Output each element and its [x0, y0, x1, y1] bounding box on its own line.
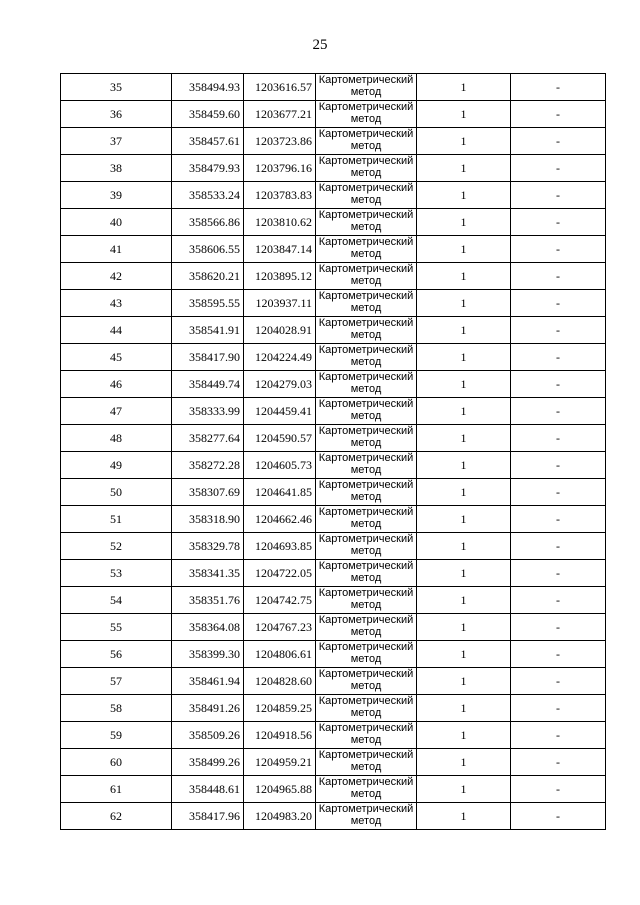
description-cell: - — [511, 479, 606, 506]
accuracy-cell: 1 — [417, 479, 511, 506]
accuracy-cell: 1 — [417, 236, 511, 263]
method-text: Картометрический метод — [318, 290, 414, 314]
x-coordinate-cell: 358620.21 — [172, 263, 244, 290]
accuracy-cell: 1 — [417, 749, 511, 776]
description-cell: - — [511, 668, 606, 695]
method-text: Картометрический метод — [318, 452, 414, 476]
x-coordinate-cell: 358479.93 — [172, 155, 244, 182]
table-row — [61, 641, 606, 668]
point-number-cell: 39 — [61, 182, 172, 209]
x-coordinate-cell: 358318.90 — [172, 506, 244, 533]
method-cell — [316, 695, 417, 722]
point-number-cell: 53 — [61, 560, 172, 587]
method-cell — [316, 506, 417, 533]
y-coordinate-cell: 1204767.23 — [244, 614, 316, 641]
y-coordinate-cell: 1204918.56 — [244, 722, 316, 749]
accuracy-cell: 1 — [417, 155, 511, 182]
x-coordinate-cell: 358461.94 — [172, 668, 244, 695]
method-cell — [316, 182, 417, 209]
x-coordinate-cell: 358417.90 — [172, 344, 244, 371]
method-cell — [316, 479, 417, 506]
method-text: Картометрический метод — [318, 236, 414, 260]
x-coordinate-cell: 358329.78 — [172, 533, 244, 560]
y-coordinate-cell: 1204028.91 — [244, 317, 316, 344]
point-number-cell: 50 — [61, 479, 172, 506]
table-row — [61, 398, 606, 425]
x-coordinate-cell: 358494.93 — [172, 74, 244, 101]
method-text: Картометрический метод — [318, 479, 414, 503]
accuracy-cell: 1 — [417, 398, 511, 425]
table-row — [61, 776, 606, 803]
coordinates-table — [60, 73, 606, 830]
x-coordinate-cell: 358595.55 — [172, 290, 244, 317]
method-text: Картометрический метод — [318, 776, 414, 800]
method-text: Картометрический метод — [318, 533, 414, 557]
y-coordinate-cell: 1204662.46 — [244, 506, 316, 533]
x-coordinate-cell: 358417.96 — [172, 803, 244, 830]
point-number-cell: 35 — [61, 74, 172, 101]
method-cell — [316, 587, 417, 614]
y-coordinate-cell: 1204983.20 — [244, 803, 316, 830]
y-coordinate-cell: 1203810.62 — [244, 209, 316, 236]
description-cell: - — [511, 209, 606, 236]
x-coordinate-cell: 358351.76 — [172, 587, 244, 614]
table-row — [61, 317, 606, 344]
accuracy-cell: 1 — [417, 803, 511, 830]
method-cell — [316, 344, 417, 371]
method-text: Картометрический метод — [318, 74, 414, 98]
method-cell — [316, 749, 417, 776]
point-number-cell: 62 — [61, 803, 172, 830]
point-number-cell: 42 — [61, 263, 172, 290]
method-cell — [316, 236, 417, 263]
y-coordinate-cell: 1203677.21 — [244, 101, 316, 128]
x-coordinate-cell: 358509.26 — [172, 722, 244, 749]
y-coordinate-cell: 1203895.12 — [244, 263, 316, 290]
accuracy-cell: 1 — [417, 614, 511, 641]
description-cell: - — [511, 182, 606, 209]
description-cell: - — [511, 560, 606, 587]
table-row — [61, 614, 606, 641]
method-text: Картометрический метод — [318, 209, 414, 233]
table-row — [61, 182, 606, 209]
description-cell: - — [511, 803, 606, 830]
point-number-cell: 60 — [61, 749, 172, 776]
accuracy-cell: 1 — [417, 533, 511, 560]
method-text: Картометрический метод — [318, 155, 414, 179]
table-row — [61, 506, 606, 533]
accuracy-cell: 1 — [417, 560, 511, 587]
accuracy-cell: 1 — [417, 290, 511, 317]
y-coordinate-cell: 1204742.75 — [244, 587, 316, 614]
point-number-cell: 56 — [61, 641, 172, 668]
accuracy-cell: 1 — [417, 452, 511, 479]
y-coordinate-cell: 1203723.86 — [244, 128, 316, 155]
y-coordinate-cell: 1204828.60 — [244, 668, 316, 695]
x-coordinate-cell: 358449.74 — [172, 371, 244, 398]
method-cell — [316, 803, 417, 830]
x-coordinate-cell: 358399.30 — [172, 641, 244, 668]
table-row — [61, 155, 606, 182]
method-text: Картометрический метод — [318, 749, 414, 773]
method-text: Картометрический метод — [318, 641, 414, 665]
table-row — [61, 344, 606, 371]
point-number-cell: 47 — [61, 398, 172, 425]
method-text: Картометрический метод — [318, 317, 414, 341]
method-cell — [316, 641, 417, 668]
table-row — [61, 722, 606, 749]
accuracy-cell: 1 — [417, 128, 511, 155]
y-coordinate-cell: 1204959.21 — [244, 749, 316, 776]
coordinates-table-body — [61, 74, 606, 830]
description-cell: - — [511, 695, 606, 722]
y-coordinate-cell: 1204279.03 — [244, 371, 316, 398]
table-row — [61, 560, 606, 587]
method-text: Картометрический метод — [318, 803, 414, 827]
method-cell — [316, 452, 417, 479]
description-cell: - — [511, 74, 606, 101]
y-coordinate-cell: 1203616.57 — [244, 74, 316, 101]
method-text: Картометрический метод — [318, 587, 414, 611]
accuracy-cell: 1 — [417, 182, 511, 209]
method-cell — [316, 560, 417, 587]
table-row — [61, 668, 606, 695]
description-cell: - — [511, 155, 606, 182]
point-number-cell: 43 — [61, 290, 172, 317]
description-cell: - — [511, 776, 606, 803]
description-cell: - — [511, 722, 606, 749]
method-text: Картометрический метод — [318, 128, 414, 152]
point-number-cell: 57 — [61, 668, 172, 695]
description-cell: - — [511, 371, 606, 398]
point-number-cell: 61 — [61, 776, 172, 803]
point-number-cell: 36 — [61, 101, 172, 128]
method-cell — [316, 371, 417, 398]
accuracy-cell: 1 — [417, 776, 511, 803]
accuracy-cell: 1 — [417, 722, 511, 749]
x-coordinate-cell: 358566.86 — [172, 209, 244, 236]
accuracy-cell: 1 — [417, 641, 511, 668]
point-number-cell: 38 — [61, 155, 172, 182]
description-cell: - — [511, 344, 606, 371]
table-row — [61, 290, 606, 317]
y-coordinate-cell: 1204965.88 — [244, 776, 316, 803]
y-coordinate-cell: 1203783.83 — [244, 182, 316, 209]
y-coordinate-cell: 1203937.11 — [244, 290, 316, 317]
y-coordinate-cell: 1204693.85 — [244, 533, 316, 560]
description-cell: - — [511, 236, 606, 263]
x-coordinate-cell: 358333.99 — [172, 398, 244, 425]
table-row — [61, 533, 606, 560]
y-coordinate-cell: 1204605.73 — [244, 452, 316, 479]
table-row — [61, 128, 606, 155]
x-coordinate-cell: 358491.26 — [172, 695, 244, 722]
description-cell: - — [511, 317, 606, 344]
x-coordinate-cell: 358459.60 — [172, 101, 244, 128]
accuracy-cell: 1 — [417, 344, 511, 371]
y-coordinate-cell: 1204459.41 — [244, 398, 316, 425]
table-row — [61, 749, 606, 776]
x-coordinate-cell: 358364.08 — [172, 614, 244, 641]
accuracy-cell: 1 — [417, 317, 511, 344]
table-row — [61, 452, 606, 479]
description-cell: - — [511, 128, 606, 155]
accuracy-cell: 1 — [417, 587, 511, 614]
x-coordinate-cell: 358606.55 — [172, 236, 244, 263]
description-cell: - — [511, 263, 606, 290]
x-coordinate-cell: 358457.61 — [172, 128, 244, 155]
point-number-cell: 49 — [61, 452, 172, 479]
accuracy-cell: 1 — [417, 263, 511, 290]
table-row — [61, 803, 606, 830]
method-cell — [316, 74, 417, 101]
point-number-cell: 55 — [61, 614, 172, 641]
x-coordinate-cell: 358533.24 — [172, 182, 244, 209]
x-coordinate-cell: 358307.69 — [172, 479, 244, 506]
method-cell — [316, 668, 417, 695]
point-number-cell: 59 — [61, 722, 172, 749]
method-text: Картометрический метод — [318, 398, 414, 422]
method-cell — [316, 209, 417, 236]
y-coordinate-cell: 1204590.57 — [244, 425, 316, 452]
point-number-cell: 37 — [61, 128, 172, 155]
method-cell — [316, 533, 417, 560]
table-row — [61, 236, 606, 263]
method-cell — [316, 290, 417, 317]
point-number-cell: 51 — [61, 506, 172, 533]
description-cell: - — [511, 587, 606, 614]
method-text: Картометрический метод — [318, 506, 414, 530]
method-cell — [316, 128, 417, 155]
y-coordinate-cell: 1203796.16 — [244, 155, 316, 182]
point-number-cell: 52 — [61, 533, 172, 560]
method-cell — [316, 614, 417, 641]
accuracy-cell: 1 — [417, 506, 511, 533]
table-row — [61, 74, 606, 101]
method-text: Картометрический метод — [318, 371, 414, 395]
description-cell: - — [511, 452, 606, 479]
accuracy-cell: 1 — [417, 74, 511, 101]
method-text: Картометрический метод — [318, 668, 414, 692]
description-cell: - — [511, 506, 606, 533]
description-cell: - — [511, 641, 606, 668]
method-text: Картометрический метод — [318, 101, 414, 125]
method-text: Картометрический метод — [318, 425, 414, 449]
table-row — [61, 371, 606, 398]
method-text: Картометрический метод — [318, 614, 414, 638]
method-text: Картометрический метод — [318, 695, 414, 719]
method-cell — [316, 263, 417, 290]
method-text: Картометрический метод — [318, 182, 414, 206]
point-number-cell: 45 — [61, 344, 172, 371]
description-cell: - — [511, 533, 606, 560]
point-number-cell: 54 — [61, 587, 172, 614]
description-cell: - — [511, 425, 606, 452]
table-row — [61, 209, 606, 236]
accuracy-cell: 1 — [417, 668, 511, 695]
x-coordinate-cell: 358499.26 — [172, 749, 244, 776]
y-coordinate-cell: 1204859.25 — [244, 695, 316, 722]
table-row — [61, 695, 606, 722]
page-number: 25 — [312, 37, 328, 53]
y-coordinate-cell: 1204722.05 — [244, 560, 316, 587]
method-cell — [316, 317, 417, 344]
method-text: Картометрический метод — [318, 344, 414, 368]
point-number-cell: 44 — [61, 317, 172, 344]
x-coordinate-cell: 358448.61 — [172, 776, 244, 803]
description-cell: - — [511, 398, 606, 425]
point-number-cell: 41 — [61, 236, 172, 263]
y-coordinate-cell: 1204641.85 — [244, 479, 316, 506]
table-row — [61, 587, 606, 614]
x-coordinate-cell: 358541.91 — [172, 317, 244, 344]
accuracy-cell: 1 — [417, 101, 511, 128]
x-coordinate-cell: 358277.64 — [172, 425, 244, 452]
method-text: Картометрический метод — [318, 263, 414, 287]
point-number-cell: 40 — [61, 209, 172, 236]
y-coordinate-cell: 1204224.49 — [244, 344, 316, 371]
method-text: Картометрический метод — [318, 560, 414, 584]
table-row — [61, 425, 606, 452]
accuracy-cell: 1 — [417, 425, 511, 452]
accuracy-cell: 1 — [417, 695, 511, 722]
description-cell: - — [511, 749, 606, 776]
method-text: Картометрический метод — [318, 722, 414, 746]
method-cell — [316, 398, 417, 425]
accuracy-cell: 1 — [417, 371, 511, 398]
point-number-cell: 58 — [61, 695, 172, 722]
method-cell — [316, 776, 417, 803]
description-cell: - — [511, 614, 606, 641]
y-coordinate-cell: 1203847.14 — [244, 236, 316, 263]
method-cell — [316, 425, 417, 452]
table-row — [61, 479, 606, 506]
method-cell — [316, 155, 417, 182]
y-coordinate-cell: 1204806.61 — [244, 641, 316, 668]
table-row — [61, 263, 606, 290]
accuracy-cell: 1 — [417, 209, 511, 236]
point-number-cell: 46 — [61, 371, 172, 398]
point-number-cell: 48 — [61, 425, 172, 452]
table-row — [61, 101, 606, 128]
x-coordinate-cell: 358272.28 — [172, 452, 244, 479]
method-cell — [316, 722, 417, 749]
x-coordinate-cell: 358341.35 — [172, 560, 244, 587]
description-cell: - — [511, 290, 606, 317]
method-cell — [316, 101, 417, 128]
description-cell: - — [511, 101, 606, 128]
